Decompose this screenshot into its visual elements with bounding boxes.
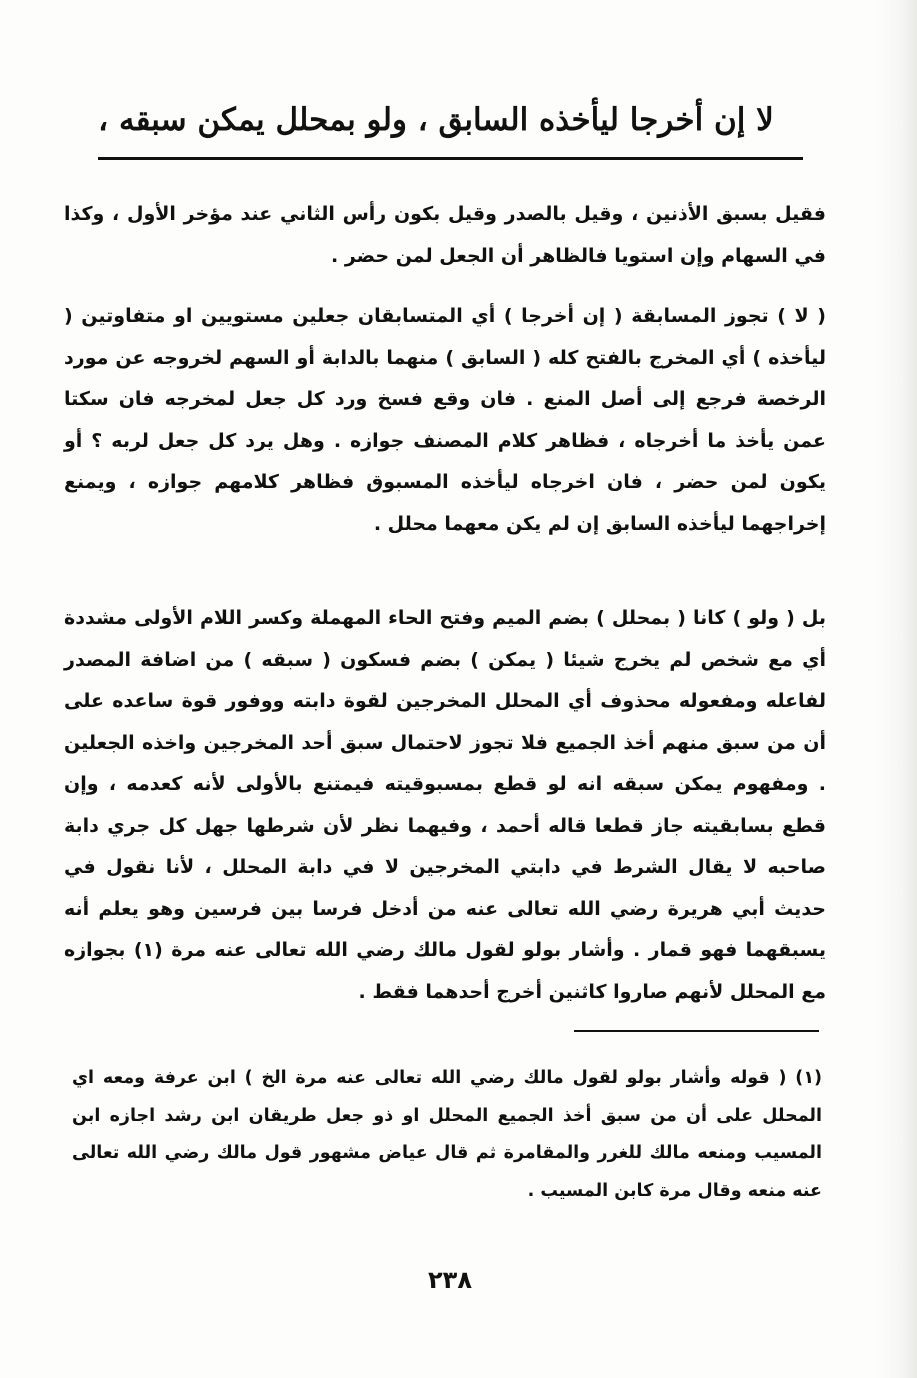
verse-underline	[98, 157, 803, 160]
footnote-separator	[574, 1030, 819, 1032]
paragraph-3: بل ( ولو ) كانا ( بمحلل ) بضم الميم وفتح الحاء المهملة وكسر اللام الأولى مشددة أي مع شخص لم يخرج شيئا ( يمكن ) بضم فسكون ( سبقه ) من اضافة المصدر لفاعله ومفعوله محذوف أي المحلل المخرجين لقوة دابته ووفور قوة ساعده على أن من سبق منهم أخذ الجميع فلا تجوز لاحتمال سبق أحد المخرجين واخذه الجعلين . ومفهوم يمكن سبقه انه لو قطع بمسبوقيته فيمتنع بالأولى لأنه كعدمه ، وإن قطع بسابقيته جاز قطعا قاله أحمد ، وفيهما نظر لأن شرطها جهل كل جري دابة صاحبه لا يقال الشرط في دابتي المخرجين لا في دابة المحلل ، لأنا نقول في حديث أبي هريرة رضي الله تعالى عنه من أدخل فرسا بين فرسين وهو يعلم أنه يسبقهما فهو قمار . وأشار بولو لقول مالك رضي الله تعالى عنه مرة (١) بجوازه مع المحلل لأنهم صاروا كاثنين أخرج أحدهما فقط .	[64, 607, 826, 1003]
footnote: (١) ( قوله وأشار بولو لقول مالك رضي الله تعالى عنه مرة الخ ) ابن عرفة ومعه اي المحلل على أن من سبق أخذ الجميع المحلل او ذو جعل طريقان ابن رشد اجازه ابن المسيب ومنعه مالك للغرر والمقامرة ثم قال عياض مشهور قول مالك رضي الله تعالى عنه منعه وقال مرة كابن المسيب .	[72, 1068, 822, 1201]
paragraph-1: فقيل بسبق الأذنين ، وقيل بالصدر وقيل بكون رأس الثاني عند مؤخر الأول ، وكذا في السهام وإن استويا فالظاهر أن الجعل لمن حضر .	[64, 203, 826, 267]
page-number: ٢٣٨	[428, 1266, 472, 1294]
verse-text: لا إن أخرجا ليأخذه السابق ، ولو بمحلل يمكن سبقه ،	[98, 101, 774, 138]
scan-edge-shadow	[877, 0, 917, 1378]
verse-header	[98, 84, 774, 156]
paragraph-2: ( لا ) تجوز المسابقة ( إن أخرجا ) أي المتسابقان جعلين مستويين او متفاوتين ( ليأخذه ) أي المخرج بالفتح كله ( السابق ) منهما بالدابة أو السهم لخروجه عن مورد الرخصة فرجع إلى أصل المنع . فان وقع فسخ ورد كل جعل لمخرجه فان سكتا عمن يأخذ ما أخرجاه ، فظاهر كلام المصنف جوازه . وهل يرد كل جعل لربه ؟ أو يكون لمن حضر ، فان اخرجاه ليأخذه المسبوق فظاهر كلامهم جوازه ، ويمنع إخراجهما ليأخذه السابق إن لم يكن معهما محلل .	[64, 305, 826, 535]
